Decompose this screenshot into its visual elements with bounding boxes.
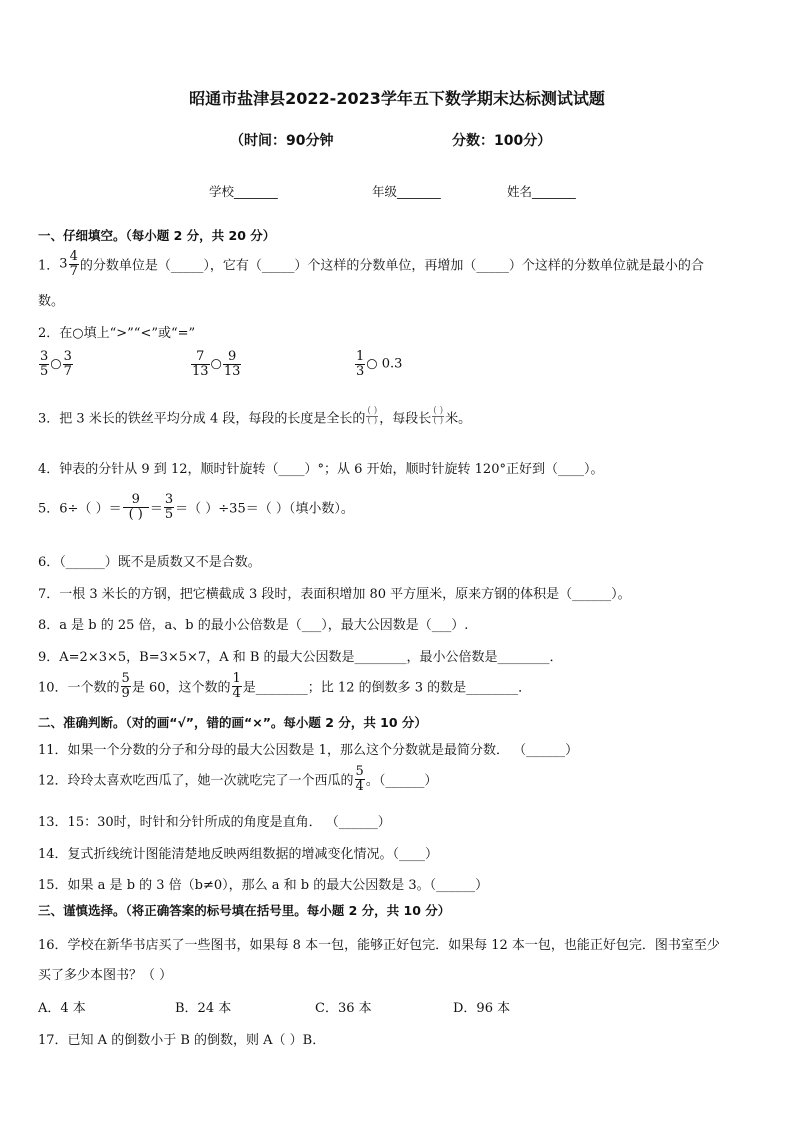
section-heading-1: 一、仔细填空。（每小题 2 分，共 20 分）	[38, 228, 276, 243]
question-16: 16．学校在新华书店买了一些图书，如果每 8 本一包，能够正好包完．如果每 12 本一包，也能正好包完．图书室至少	[38, 938, 720, 953]
question-9: 9．A=2×3×5，B=3×5×7，A 和 B 的最大公因数是________，最小公倍数是________．	[38, 650, 563, 665]
question-14: 14．复式折线统计图能清楚地反映两组数据的增减变化情况。（____）	[38, 847, 439, 862]
question-1-cont: 数。	[38, 294, 65, 309]
time-label: （时间：90分钟	[230, 133, 334, 149]
option-a: A．4 本	[38, 1001, 86, 1016]
section-heading-3: 三、谨慎选择。（将正确答案的标号填在括号里。每小题 2 分，共 10 分）	[38, 903, 451, 918]
option-c: C．36 本	[315, 1001, 372, 1016]
question-6: 6．（______）既不是质数又不是合数。	[38, 555, 261, 570]
page-title: 昭通市盐津县2022-2023学年五下数学期末达标测试试题	[189, 89, 605, 108]
question-5: 5．6÷（ ）＝ $\frac{9}{( )}$ ＝ $\frac{3}{5}$ ＝（ ）÷35＝（ ）（填小数）。	[38, 492, 354, 522]
compare-2: $\frac{7}{13}$ ○ $\frac{9}{13}$	[192, 349, 241, 379]
question-2: 2．在○填上“>”“<”或“=”	[38, 326, 196, 341]
question-3: 3．把 3 米长的铁丝平均分成 4 段，每段的长度是全长的 $\frac{( )}{( )}$ ，每段长 $\frac{( )}{( )}$ 米。	[38, 406, 472, 427]
question-4: 4．钟表的分针从 9 到 12，顺时针旋转（____）°；从 6 开始，顺时针旋转 120°正好到（____）。	[38, 462, 604, 477]
question-7: 7．一根 3 米长的方钢，把它横截成 3 段时，表面积增加 80 平方厘米，原来方钢的体积是（______）。	[38, 587, 631, 602]
question-11: 11．如果一个分数的分子和分母的最大公因数是 1，那么这个分数就是最简分数． （______）	[38, 743, 579, 758]
question-12: 12．玲玲太喜欢吃西瓜了，她一次就吃完了一个西瓜的 $\frac{5}{4}$ 。（______）	[38, 764, 438, 794]
fraction: $\frac{4}{7}$	[69, 249, 78, 279]
question-1: 1．3 $\frac{4}{7}$ 的分数单位是（_____），它有（_____）个这样的分数单位，再增加（_____）个这样的分数单位就是最小的合	[38, 249, 704, 279]
question-8: 8．a 是 b 的 25 倍，a、b 的最小公倍数是（___），最大公因数是（___）.	[38, 618, 469, 633]
compare-1: $\frac{3}{5}$ ○ $\frac{3}{7}$	[40, 349, 72, 379]
blank-fraction: $\frac{( )}{( )}$	[433, 406, 444, 427]
compare-3: $\frac{1}{3}$ ○ 0.3	[356, 349, 403, 379]
section-heading-2: 二、准确判断。（对的画“√”，错的画“×”。每小题 2 分，共 10 分）	[38, 715, 427, 730]
question-15: 15．如果 a 是 b 的 3 倍（b≠0），那么 a 和 b 的最大公因数是 3。（______）	[38, 878, 489, 893]
question-17: 17．已知 A 的倒数小于 B 的倒数，则 A（ ）B．	[38, 1033, 326, 1048]
option-d: D．96 本	[453, 1001, 511, 1016]
option-b: B．24 本	[175, 1001, 232, 1016]
school-field: 学校_______	[209, 184, 278, 199]
question-16-cont: 买了多少本图书？（ ）	[38, 968, 173, 983]
name-field: 姓名_______	[507, 184, 576, 199]
blank-fraction: $\frac{( )}{( )}$	[367, 406, 378, 427]
subtitle	[230, 130, 570, 150]
question-10: 10．一个数的 $\frac{5}{9}$ 是 60，这个数的 $\frac{1}{4}$ 是________；比 12 的倒数多 3 的数是________．	[38, 671, 532, 701]
grade-field: 年级_______	[372, 184, 441, 199]
question-13: 13．15：30时，时针和分针所成的角度是直角． （______）	[38, 815, 391, 830]
score-label: 分数：100分）	[452, 133, 552, 149]
